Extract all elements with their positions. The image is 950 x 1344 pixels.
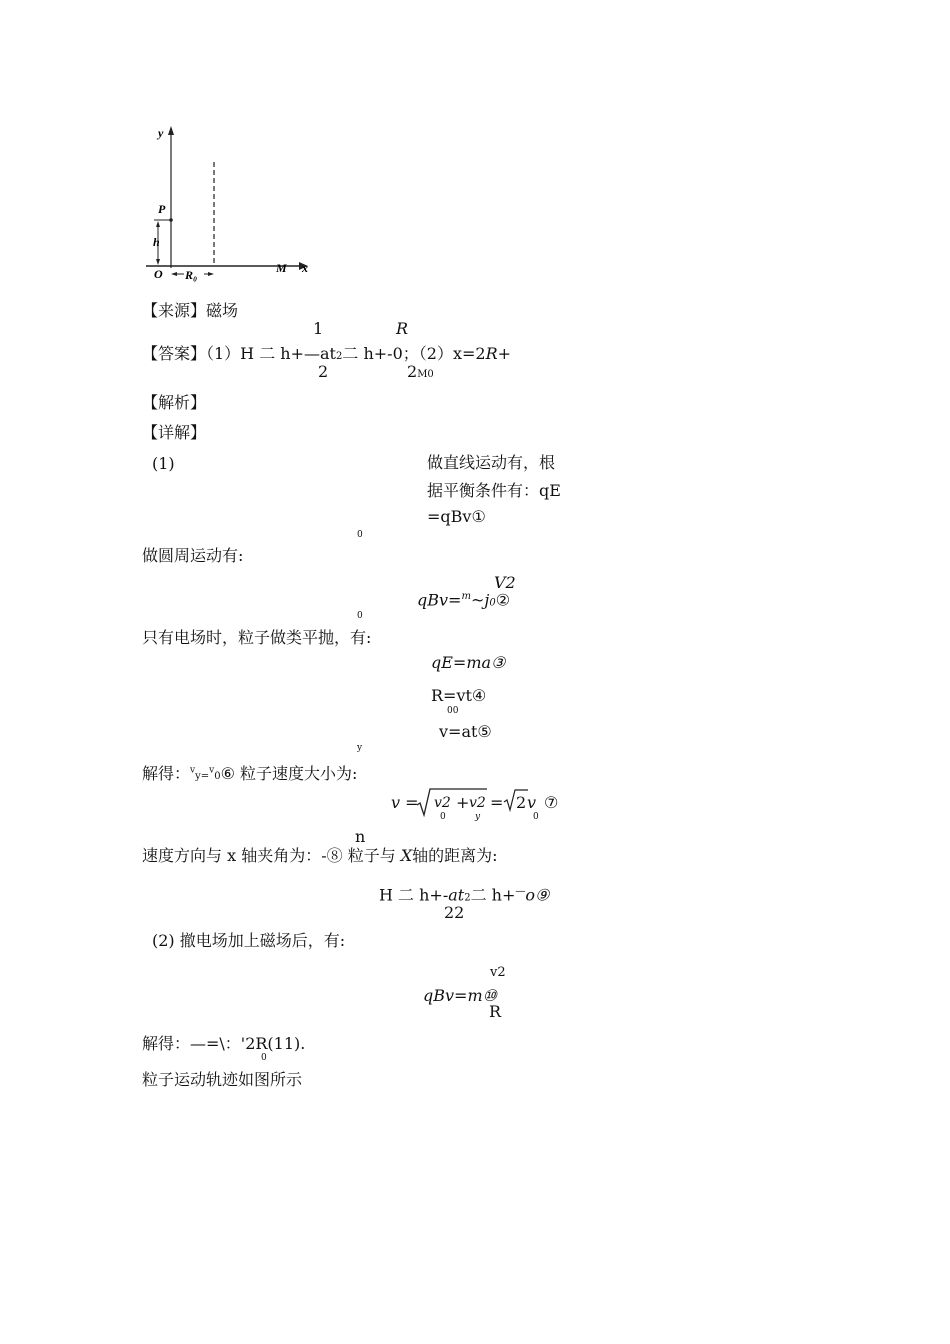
eq7-v: v =: [391, 793, 419, 812]
eq7-circ: ⑦: [544, 793, 559, 812]
eq9-d: o⑨: [525, 885, 550, 905]
circle-motion-text: 做圆周运动有:: [142, 546, 244, 565]
answer-label: 【答案】（1）H 二 h+—at: [142, 344, 336, 363]
answer-frac2-denominator: [407, 364, 434, 380]
eq7-plus: +: [456, 793, 470, 812]
r0-arrow-right: [208, 272, 214, 276]
eq4-sub: 00: [447, 706, 459, 716]
eq10-bottom: R: [489, 1002, 502, 1021]
solve1-line: [142, 766, 357, 782]
eq10: [423, 988, 497, 1004]
straight-line-text-1: 做直线运动有，根: [427, 453, 556, 472]
analysis-heading: 【解析】: [142, 393, 207, 412]
eq10-main: qBv: [423, 986, 455, 1005]
eq7-suby: y: [475, 812, 481, 822]
answer-frac2-den-num: 2: [407, 362, 418, 381]
eq9-c: —: [515, 886, 526, 897]
answer-plus: +: [497, 344, 512, 363]
straight-line-text-3: =qBv①: [427, 507, 486, 526]
eq4: R=vt④: [431, 686, 487, 705]
solve2-line: 解得：—=\：'2R(11).: [142, 1034, 306, 1053]
answer-frac1-numerator: 1: [313, 319, 324, 338]
solve1-vy: v: [190, 765, 196, 776]
eq9-denominator: 22: [444, 903, 465, 922]
coordinate-figure: [140, 120, 320, 285]
eq2-main: qBv=: [417, 590, 462, 610]
answer-line: [142, 346, 511, 362]
straight-line-text-2: 据平衡条件有：qE: [427, 481, 561, 500]
answer-sub2: 2: [336, 351, 343, 362]
answer-mid: 二 h+-0；（2）x=2: [342, 344, 486, 363]
eq7-vysq: v2: [469, 795, 486, 811]
direction-text-2: 轴的距离为:: [412, 846, 498, 865]
origin-label: O: [154, 267, 163, 281]
answer-frac2-numerator: R: [396, 319, 409, 338]
eq2: [417, 592, 510, 608]
sub-zero-a: 0: [357, 530, 363, 540]
eq9-at: at: [448, 885, 465, 905]
point-p-label: P: [158, 202, 166, 216]
n-label: n: [355, 827, 366, 846]
eq5: v=at⑤: [439, 722, 492, 741]
eq9-sub: 2: [464, 892, 471, 904]
point-m-label: M: [276, 261, 287, 275]
eq7-tail0: 0: [533, 812, 539, 822]
answer-frac1-denominator: 2: [318, 362, 329, 381]
solve1-rest: ⑥ 粒子速度大小为:: [220, 764, 358, 783]
y-axis-label: y: [158, 126, 164, 140]
source-line: 【来源】磁场: [142, 301, 239, 320]
x-axis-label: x: [302, 261, 308, 275]
eq7-sqrt2: 2: [516, 793, 527, 812]
r0-arrow-left: [171, 272, 177, 276]
eq9-a: H 二 h+-: [379, 885, 449, 905]
eq10-top: v2: [490, 965, 506, 980]
answer-frac2-den-sub: M0: [417, 369, 434, 380]
direction-line: [142, 848, 498, 864]
eq2-m: m: [461, 591, 471, 602]
eq3: qE=ma③: [431, 653, 506, 672]
eq2-circ: ②: [495, 590, 511, 610]
y-axis-arrow: [168, 126, 174, 135]
detail-heading: 【详解】: [142, 423, 207, 442]
only-e-field-text: 只有电场时，粒子做类平抛，有:: [142, 628, 372, 647]
solve2-sub: 0: [261, 1053, 267, 1063]
part1-label: (1): [152, 454, 175, 473]
eq7-sub0: 0: [440, 812, 446, 822]
solve1-prefix: 解得：: [142, 764, 191, 783]
sub-y: y: [357, 743, 363, 753]
eq7-eq: =: [490, 793, 504, 812]
eq7-v0: v: [527, 793, 537, 812]
direction-text-1: 速度方向与 x 轴夹角为：-⑧ 粒子与: [142, 846, 401, 865]
h-arrow-top: [156, 221, 160, 227]
solve1-mid: y=: [195, 771, 210, 782]
eq9-b: 二 h+: [470, 885, 516, 905]
eq2-rest: ~j: [470, 590, 490, 610]
eq2-top: V2: [494, 573, 516, 592]
solve1-v0: v: [209, 765, 215, 776]
r0-label: R₀: [185, 268, 198, 282]
final-line: 粒子运动轨迹如图所示: [142, 1070, 303, 1089]
part2-text: (2) 撤电场加上磁场后，有:: [152, 931, 346, 950]
eq10-rest: =m⑩: [454, 986, 497, 1005]
h-arrow-bottom: [156, 259, 160, 265]
direction-text-x: X: [400, 846, 413, 865]
h-label: h: [153, 235, 160, 249]
eq7-v0sq: v2: [434, 795, 451, 811]
sub-zero-b: 0: [357, 611, 363, 621]
solve1-0: 0: [214, 771, 221, 782]
answer-r: R: [485, 344, 498, 363]
eq9: [379, 887, 549, 903]
eq2-sub: 0: [489, 597, 496, 609]
